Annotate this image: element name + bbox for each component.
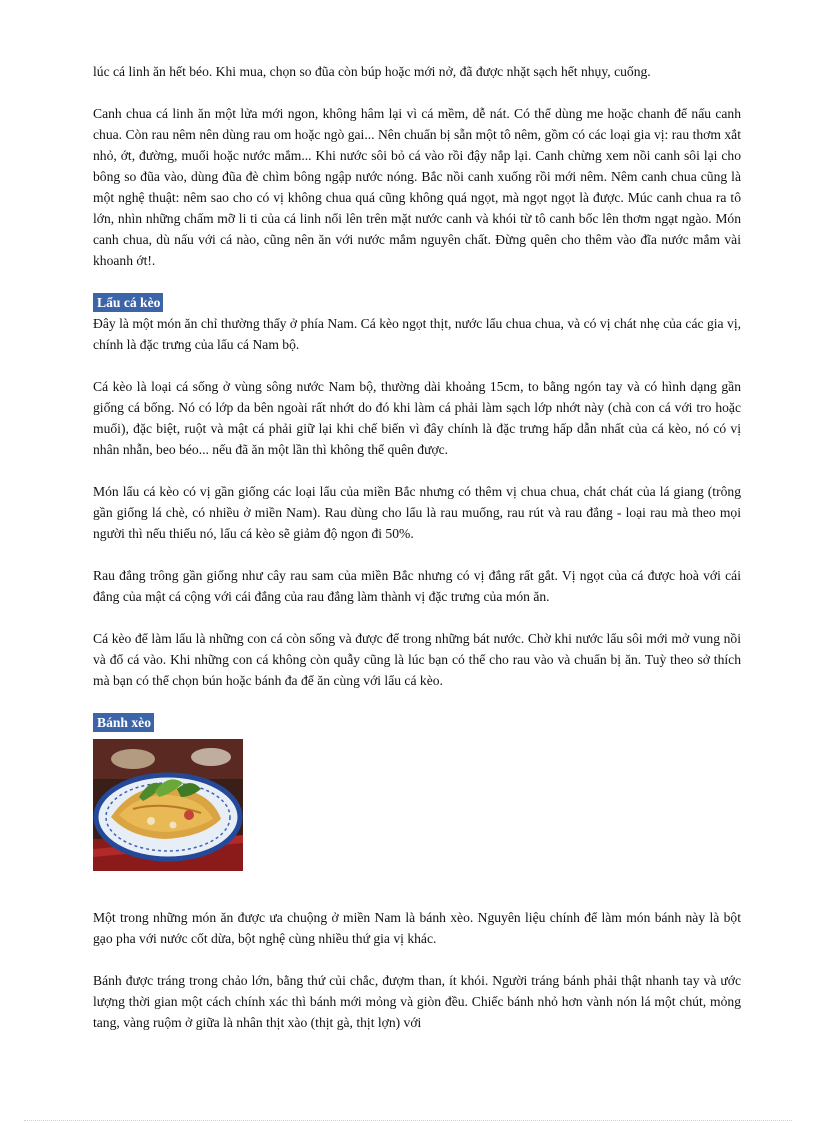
paragraph-lau-intro: Đây là một món ăn chỉ thường thấy ở phía Nam. Cá kèo ngọt thịt, nước lẩu chua chua, và có vị chát nhẹ của các gia vị, chính là đặc trưng của lẩu cá Nam bộ. (93, 316, 741, 352)
banh-xeo-image (93, 739, 243, 871)
heading-lau-ca-keo: Lẩu cá kèo (93, 293, 163, 312)
section-heading-lau-ca-keo (93, 292, 741, 313)
document-body (93, 61, 741, 1033)
paragraph-banh-xeo-intro: Một trong những món ăn được ưa chuộng ở miền Nam là bánh xèo. Nguyên liệu chính để làm món bánh này là bột gạo pha với nước cốt dừa, bột nghệ cùng nhiều thứ gia vị khác. (93, 910, 741, 946)
paragraph-ca-keo-description: Cá kèo là loại cá sống ở vùng sông nước Nam bộ, thường dài khoảng 15cm, to bằng ngón tay và có hình dạng gần giống cá bống. Nó có lớp da bên ngoài rất nhớt do đó khi làm cá phải làm sạch lớp nhớt này (chà con cá với tro hoặc muối), đặc biệt, ruột và mật cá phải giữ lại khi chế biến vì đây chính là đặc trưng hấp dẫn nhất của cá kèo, nó có vị nhân nhẫn, beo béo... nếu đã ăn một lần thì không thể quên được. (93, 379, 741, 457)
paragraph-lau-serving: Cá kèo để làm lẩu là những con cá còn sống và được để trong những bát nước. Chờ khi nước lẩu sôi mới mở vung nồi và đổ cá vào. Khi những con cá không còn quẫy cũng là lúc bạn có thể cho rau vào và chuẩn bị ăn. Tuỳ theo sở thích mà bạn có thể chọn bún hoặc bánh đa để ăn cùng với lẩu cá kèo. (93, 631, 741, 688)
paragraph-lau-flavor: Món lẩu cá kèo có vị gần giống các loại lẩu của miền Bắc nhưng có thêm vị chua chua, chát chát của lá giang (trông gần giống lá chè, có nhiều ở miền Nam). Rau dùng cho lẩu là rau muống, rau rút và rau đắng - loại rau mà theo mọi người thì nếu thiếu nó, lẩu cá kèo sẽ giảm độ ngon đi 50%. (93, 484, 741, 541)
banh-xeo-photo (93, 739, 243, 871)
paragraph-canh-chua-intro: lúc cá linh ăn hết béo. Khi mua, chọn so đũa còn búp hoặc mới nở, đã được nhặt sạch hết nhụy, cuống. (93, 64, 651, 79)
paragraph-canh-chua-cooking: Canh chua cá linh ăn một lửa mới ngon, không hâm lại vì cá mềm, dễ nát. Có thể dùng me hoặc chanh để nấu canh chua. Còn rau nêm nên dùng rau om hoặc ngò gai... Nên chuẩn bị sẵn một tô nêm, gồm có các loại gia vị: rau thơm xắt nhỏ, ớt, đường, muối hoặc nước mắm... Khi nước sôi bỏ cá vào rồi đậy nắp lại. Canh chừng xem nồi canh sôi lại cho bông so đũa vào, dùng đũa đè chìm bông ngập nước nóng. Bắc nồi canh xuống rồi mới nêm. Nêm canh chua cũng là một nghệ thuật: nêm sao cho có vị không chua quá cũng không quá ngọt, mà ngọt ngọt là được. Múc canh chua ra tô lớn, nhìn những chấm mỡ li ti của cá linh nổi lên trên mặt nước canh và khói từ tô canh bốc lên thơm ngạt ngào. Món canh chua, dù nấu với cá nào, cũng nên ăn với nước mắm nguyên chất. Đừng quên cho thêm vào đĩa nước mắm vài khoanh ớt!. (93, 106, 741, 268)
section-heading-banh-xeo (93, 712, 741, 733)
paragraph-rau-dang: Rau đắng trông gần giống như cây rau sam của miền Bắc nhưng có vị đắng rất gắt. Vị ngọt của cá được hoà với cái đắng của mật cá cộng với cái đắng của rau đắng làm thành vị đặc trưng của món ăn. (93, 568, 741, 604)
paragraph-banh-xeo-cooking: Bánh được tráng trong chảo lớn, bằng thứ củi chắc, đượm than, ít khói. Người tráng bánh phải thật nhanh tay và ước lượng thời gian một cách chính xác thì bánh mới mỏng và giòn đều. Chiếc bánh nhỏ hơn vành nón lá một chút, mỏng tang, vàng ruộm ở giữa là nhân thịt xào (thịt gà, thịt lợn) với (93, 973, 741, 1030)
heading-banh-xeo: Bánh xèo (93, 713, 154, 732)
page-bottom-divider (24, 1120, 792, 1121)
